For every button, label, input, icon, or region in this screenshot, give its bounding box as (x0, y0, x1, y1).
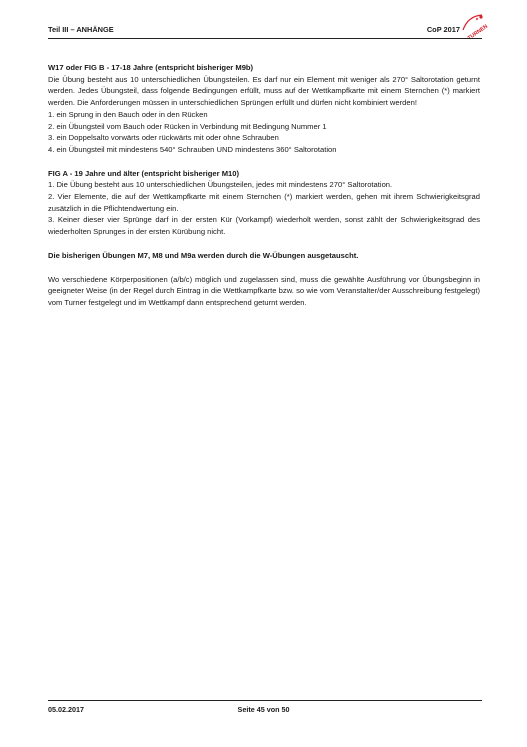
list-item: 1. Die Übung besteht aus 10 unterschiedlichen Übungsteilen, jedes mit mindestens 270° Saltorotation. (48, 180, 393, 190)
list-item: 2. Vier Elemente, die auf der Wettkampfkarte mit einem Sternchen (*) markiert werden, gehen mit ihrem Schwierigkeitsgrad zusätzlich in die Pflichtendwertung ein. (48, 192, 480, 213)
section-heading: W17 oder FIG B - 17-18 Jahre (entspricht bisheriger M9b) (48, 63, 254, 72)
header-divider (48, 38, 482, 39)
section-heading: FIG A - 19 Jahre und älter (entspricht bisheriger M10) (48, 168, 240, 178)
closing-paragraph: Wo verschiedene Körperpositionen (a/b/c) möglich und zugelassen sind, muss die gewählte Ausführung vor Übungsbeginn in geeigneter Weise (in der Regel durch Eintrag in die Wettkampfkarte bzw. so wie vom Veranstalter/der Ausschreibung festgelegt) vom Turner festgelegt und im Wettkampf dann entsprechend geturnt werden. (48, 274, 480, 307)
svg-text:TURNEN: TURNEN (466, 23, 489, 42)
header-code: CoP 2017 (426, 25, 460, 34)
footer-page-number: Seite 45 von 50 (237, 705, 290, 714)
bold-statement: Die bisherigen Übungen M7, M8 und M9a werden durch die W-Übungen ausgetauscht. (48, 250, 359, 260)
list-item: 1. ein Sprung in den Bauch oder in den Rücken (48, 109, 208, 119)
document-body (48, 62, 480, 309)
section-paragraph: Die Übung besteht aus 10 unterschiedlichen Übungsteilen. Es darf nur ein Element mit weniger als 270° Saltorotation geturnt werden. Jedes Übungsteil, dass folgende Bedingungen erfüllt, muss auf der Wettkampfkarte mit einem Sternchen (*) markiert werden. Die Anforderungen müssen in unterschiedlichen Sprüngen erfüllt und dürfen nicht kombiniert werden! (48, 74, 480, 108)
footer-divider (48, 700, 482, 701)
section-fig-a (48, 168, 480, 238)
list-item: 4. ein Übungsteil mit mindestens 540° Schrauben UND mindestens 360° Saltorotation (48, 144, 337, 154)
list-item: 3. Keiner dieser vier Sprünge darf in der ersten Kür (Vorkampf) wiederholt werden, sonst zählt der Schwierigkeitsgrad des wiederholten Sprunges in der ersten Kürübung nicht. (48, 215, 480, 237)
section-w17 (48, 62, 480, 156)
list-item: 3. ein Doppelsalto vorwärts oder rückwärts mit oder ohne Schrauben (48, 133, 279, 143)
footer-date: 05.02.2017 (48, 705, 84, 714)
page-header (48, 22, 489, 42)
list-item: 2. ein Übungsteil vom Bauch oder Rücken in Verbindung mit Bedingung Nummer 1 (48, 121, 327, 131)
header-chapter: Teil III – ANHÄNGE (48, 25, 114, 34)
